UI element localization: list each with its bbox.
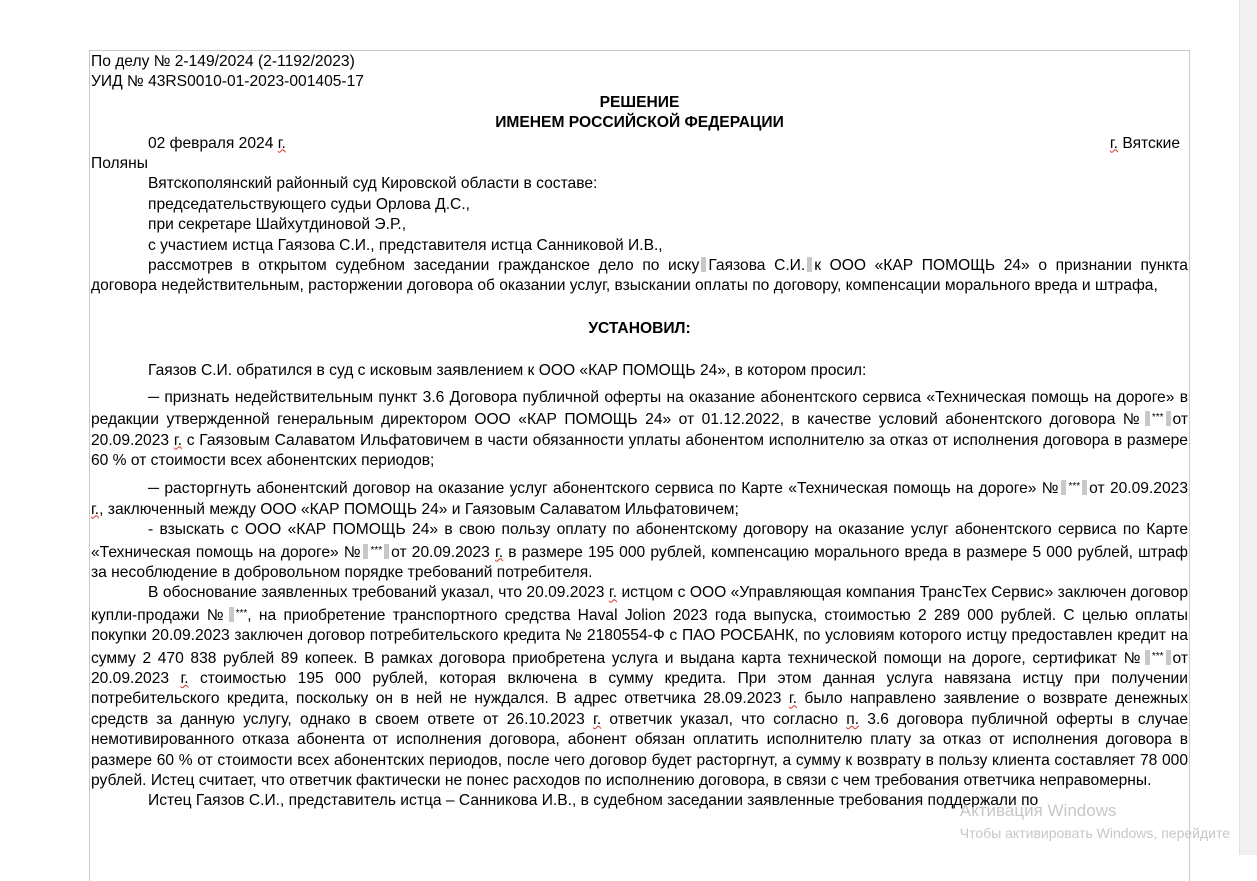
date-city-line bbox=[91, 134, 1188, 154]
decision-city: г. Вятские bbox=[1109, 134, 1180, 152]
decision-city-cont: Поляны bbox=[91, 155, 148, 173]
decision-subtitle: ИМЕНЕМ РОССИЙСКОЙ ФЕДЕРАЦИИ bbox=[495, 114, 784, 132]
consider-paragraph: рассмотрев в открытом судебном заседании гражданское дело по иску Гаязова С.И. к ООО «КАР ПОМОЩЬ 24» о признании пункта договора недействительным, расторжении договора об оказании услуг, взыскании оплаты по договору, компенсации морального вреда и штрафа, bbox=[91, 257, 1188, 295]
case-uid: УИД № 43RS0010-01-2023-001405-17 bbox=[91, 73, 364, 91]
decision-date: 02 февраля 2024 г. bbox=[148, 134, 286, 152]
claim-item-3: - взыскать с ООО «КАР ПОМОЩЬ 24» в свою пользу оплату по абонентскому договору на оказание услуг абонентского сервиса по Карте «Техническая помощь на дороге» № *** от 20.09.2023 г. в размере 195 000 рублей, компенсацию морального вреда в размере 5 000 рублей, штраф за несоблюдение в добровольном порядке требований потребителя. bbox=[91, 521, 1188, 581]
activation-hint: Чтобы активировать Windows, перейдите bbox=[959, 825, 1230, 841]
vertical-scrollbar[interactable] bbox=[1239, 0, 1257, 855]
claim-item-2: ─ расторгнуть абонентский договор на оказание услуг абонентского сервиса по Карте «Техническая помощь на дороге» № *** от 20.09.2023 г., заключенный между ООО «КАР ПОМОЩЬ 24» и Гаязовым Салаватом Ильфатовичем; bbox=[91, 480, 1188, 518]
activation-watermark bbox=[960, 800, 1230, 844]
claim-intro: Гаязов С.И. обратился в суд с исковым заявлением к ООО «КАР ПОМОЩЬ 24», в котором просил: bbox=[148, 362, 867, 380]
court-line: Вятскополянский районный суд Кировской области в составе: bbox=[148, 175, 598, 193]
case-number: По делу № 2-149/2024 (2-1192/2023) bbox=[91, 53, 355, 70]
secretary-line: при секретаре Шайхутдиновой Э.Р., bbox=[148, 216, 407, 234]
judge-line: председательствующего судьи Орлова Д.С., bbox=[148, 195, 470, 213]
document-body bbox=[91, 52, 1188, 812]
plaintiff-paragraph: Истец Гаязов С.И., представитель истца – Санникова И.В., в судебном заседании заявленные требования поддержали по bbox=[148, 792, 1039, 810]
activation-title: Активация Windows bbox=[959, 801, 1117, 820]
claim-item-1: ─ признать недействительным пункт 3.6 Договора публичной оферты на оказание абонентского сервиса «Техническая помощь на дороге» в редакции утвержденной генеральным директором ООО «КАР ПОМОЩЬ 24» от 01.12.2022, в качестве условий абонентского договора № *** от 20.09.2023 г. с Гаязовым Салаватом Ильфатовичем в части обязанности уплаты абонентом исполнителю за отказ от исполнения договора в размере 60 % от стоимости всех абонентских периодов; bbox=[91, 388, 1188, 469]
grounds-paragraph: В обоснование заявленных требований указал, что 20.09.2023 г. истцом с ООО «Управляющая компания ТрансТех Сервис» заключен договор купли-продажи № ***, на приобретение транспортного средства Haval Jolion 2023 года выпуска, стоимостью 2 289 000 рублей. С целью оплаты покупки 20.09.2023 заключен договор потребительского кредита № 2180554-Ф с ПАО РОСБАНК, по условиям которого истцу предоставлен кредит на сумму 2 470 838 рублей 89 копеек. В рамках договора приобретена услуга и выдана карта технической помощи на дороге, сертификат № *** от 20.09.2023 г. стоимостью 195 000 рублей, которая включена в сумму кредита. При этом данная услуга навязана истцу при получении потребительского кредита, поскольку он в ней не нуждался. В адрес ответчика 28.09.2023 г. было направлено заявление о возврате денежных средств за данную услугу, однако в своем ответе от 26.10.2023 г. ответчик указал, что согласно п. 3.6 договора публичной оферты в случае немотивированного отказа абонента от исполнения договора, абонент обязан оплатить исполнителю плату за отказ от исполнения договора в размере 60 % от стоимости всех абонентских периодов, после чего договор будет расторгнут, а сумму к возврату в пользу клиента составляет 78 000 рублей. Истец считает, что ответчик фактически не понес расходов по исполнению договора, в связи с чем требования ответчика неправомерны. bbox=[91, 584, 1189, 789]
established-heading: УСТАНОВИЛ: bbox=[588, 319, 691, 337]
participants-line: с участием истца Гаязова С.И., представителя истца Санниковой И.В., bbox=[148, 236, 663, 254]
decision-title: РЕШЕНИЕ bbox=[599, 93, 680, 111]
